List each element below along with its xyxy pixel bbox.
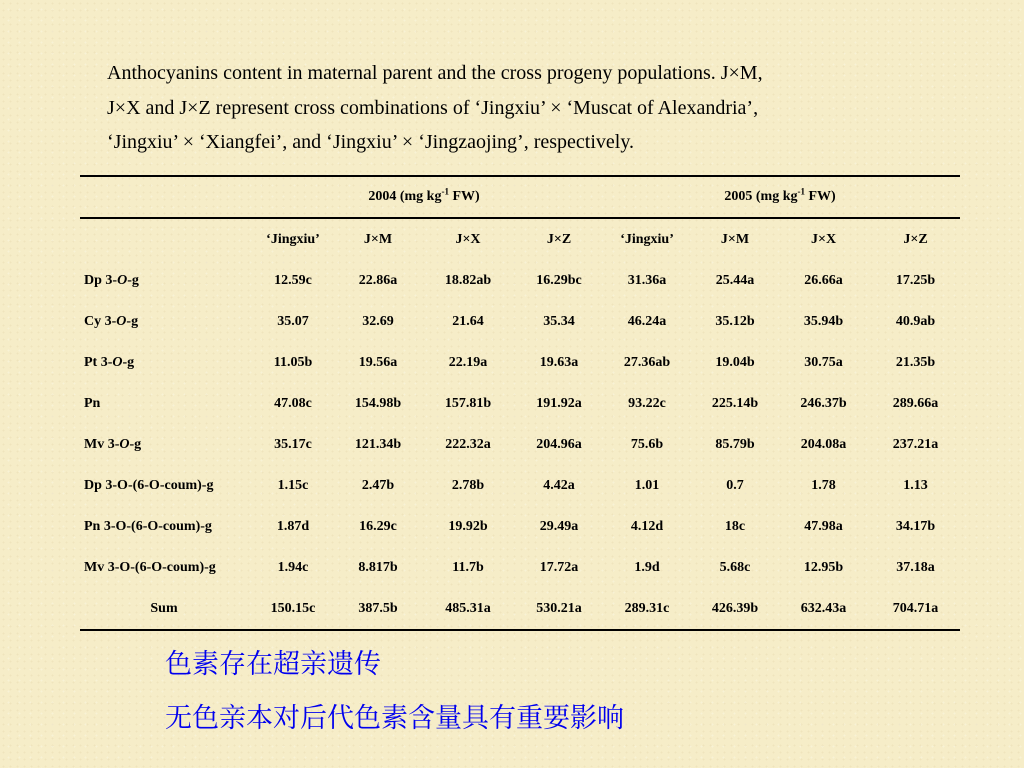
table-row [80, 547, 960, 588]
table-cell: 1.78 [811, 477, 836, 493]
table-cell: 22.19a [448, 354, 488, 370]
table-row [80, 465, 960, 506]
table-cell: 1.15c [277, 477, 309, 493]
caption-line-2: J×X and J×Z represent cross combinations of ‘Jingxiu’ × ‘Muscat of Alexandria’, [107, 96, 759, 119]
table-cell: 85.79b [715, 436, 755, 452]
table-cell: 2.47b [361, 477, 395, 493]
year-header-row [80, 176, 960, 218]
table-cell: 31.36a [627, 272, 667, 288]
table-cell: 35.17c [274, 436, 312, 452]
table-cell: 121.34b [354, 436, 402, 452]
note-line-1: 色素存在超亲遗传 [165, 649, 381, 680]
table-caption [107, 56, 967, 160]
table-cell: 8.817b [358, 559, 398, 575]
table-cell: 11.7b [452, 559, 484, 575]
year-header-2004: 2004 (mg $kg^{-1}$ FW) [248, 176, 600, 218]
table-cell: 1.9d [634, 559, 660, 575]
table-cell: 26.66a [804, 272, 843, 288]
table-cell: 246.37b [800, 395, 847, 411]
caption-line-1: Anthocyanins content in maternal parent and the cross progeny populations. J×M, [107, 62, 763, 84]
table-cell: 11.05b [273, 354, 313, 370]
table-cell: 157.81b [444, 395, 492, 411]
table-cell: 204.08a [800, 436, 847, 452]
table-cell: 191.92a [536, 395, 582, 411]
table-cell: 19.56a [358, 354, 398, 370]
table-cell: 27.36ab [623, 354, 671, 370]
row-label: Pn 3-O-(6-O-coum)-g [84, 518, 212, 534]
table-cell: 93.22c [628, 395, 666, 411]
row-label: Dp 3-O-g [84, 272, 139, 288]
sum-cell: 426.39b [694, 588, 776, 630]
column-header-row [80, 218, 960, 260]
table-cell: 12.95b [803, 559, 844, 575]
table-cell: 19.04b [715, 354, 755, 370]
table-cell: 22.86a [358, 272, 398, 288]
table-cell: 37.18a [896, 559, 935, 575]
table-cell: 75.6b [630, 436, 664, 452]
row-label: Pt 3-O-g [84, 354, 135, 370]
year-header-2005: 2005 (mg $kg^{-1}$ FW) [600, 176, 960, 218]
table-cell: 5.68c [719, 559, 751, 575]
table-cell: 16.29bc [536, 272, 582, 288]
table-cell: 237.21a [892, 436, 939, 452]
sum-cell: 485.31a [418, 588, 518, 630]
table-cell: 2.78b [451, 477, 485, 493]
sum-cell: 704.71a [871, 588, 960, 630]
column-header: ‘Jingxiu’ [620, 231, 674, 247]
table-cell: 18c [724, 518, 746, 534]
table-cell: 25.44a [715, 272, 755, 288]
caption-line-3: ‘Jingxiu’ × ‘Xiangfei’, and ‘Jingxiu’ × ‘Jingzaojing’, respectively. [107, 131, 635, 153]
table-cell: 21.35b [895, 354, 936, 370]
table-cell: 19.92b [448, 518, 488, 534]
table-cell: 17.72a [539, 559, 579, 575]
table-cell: 18.82ab [444, 272, 492, 288]
table-cell: 12.59c [274, 272, 312, 288]
table-cell: 154.98b [354, 395, 402, 411]
table-cell: 1.13 [903, 477, 928, 493]
table-cell: 0.7 [726, 477, 744, 493]
sum-cell: 387.5b [338, 588, 418, 630]
column-header: ‘Jingxiu’ [266, 231, 320, 247]
table-cell: 1.94c [277, 559, 309, 575]
column-header: J×M [363, 231, 393, 247]
table-cell: 21.64 [452, 313, 484, 329]
row-label: Mv 3-O-(6-O-coum)-g [84, 559, 216, 575]
table-cell: 40.9ab [895, 313, 936, 329]
column-header: J×X [810, 231, 837, 247]
sum-row [80, 588, 960, 630]
column-header: J×X [455, 231, 481, 247]
row-label: Cy 3-O-g [84, 313, 139, 329]
table-cell: 4.12d [630, 518, 664, 534]
table-cell: 222.32a [445, 436, 491, 452]
table-cell: 29.49a [539, 518, 579, 534]
sum-cell: 150.15c [248, 588, 338, 630]
table-cell: 35.34 [543, 313, 575, 329]
table-cell: 32.69 [362, 313, 394, 329]
sum-cell: 530.21a [518, 588, 600, 630]
table-cell: 34.17b [895, 518, 936, 534]
table-cell: 47.08c [274, 395, 312, 411]
table-row [80, 301, 960, 342]
table-cell: 35.07 [277, 313, 309, 329]
table-row [80, 506, 960, 547]
table-cell: 47.98a [804, 518, 843, 534]
table-cell: 16.29c [359, 518, 397, 534]
table-cell: 225.14b [711, 395, 759, 411]
table-cell: 46.24a [627, 313, 667, 329]
column-header: J×Z [546, 231, 572, 247]
table-cell: 35.94b [803, 313, 844, 329]
table-cell: 35.12b [715, 313, 755, 329]
table-cell: 1.01 [634, 477, 660, 493]
column-header: J×Z [903, 231, 928, 247]
anthocyanins-table [80, 175, 960, 631]
table-row [80, 260, 960, 301]
notes [165, 638, 624, 746]
row-label: Dp 3-O-(6-O-coum)-g [84, 477, 214, 493]
row-label: Mv 3-O-g [84, 436, 142, 452]
column-header: J×M [720, 231, 750, 247]
table-row [80, 383, 960, 424]
table-row [80, 342, 960, 383]
table-row [80, 424, 960, 465]
table-cell: 4.42a [543, 477, 575, 493]
table-cell: 17.25b [895, 272, 936, 288]
table-cell: 30.75a [804, 354, 843, 370]
table-cell: 19.63a [539, 354, 579, 370]
sum-cell: 289.31c [600, 588, 694, 630]
note-line-2: 无色亲本对后代色素含量具有重要影响 [165, 703, 624, 734]
table-cell: 289.66a [892, 395, 939, 411]
row-label: Pn [84, 395, 101, 411]
table-cell: 204.96a [536, 436, 582, 452]
sum-cell: 632.43a [776, 588, 871, 630]
table-cell: 1.87d [276, 518, 310, 534]
sum-label: Sum [80, 588, 248, 630]
